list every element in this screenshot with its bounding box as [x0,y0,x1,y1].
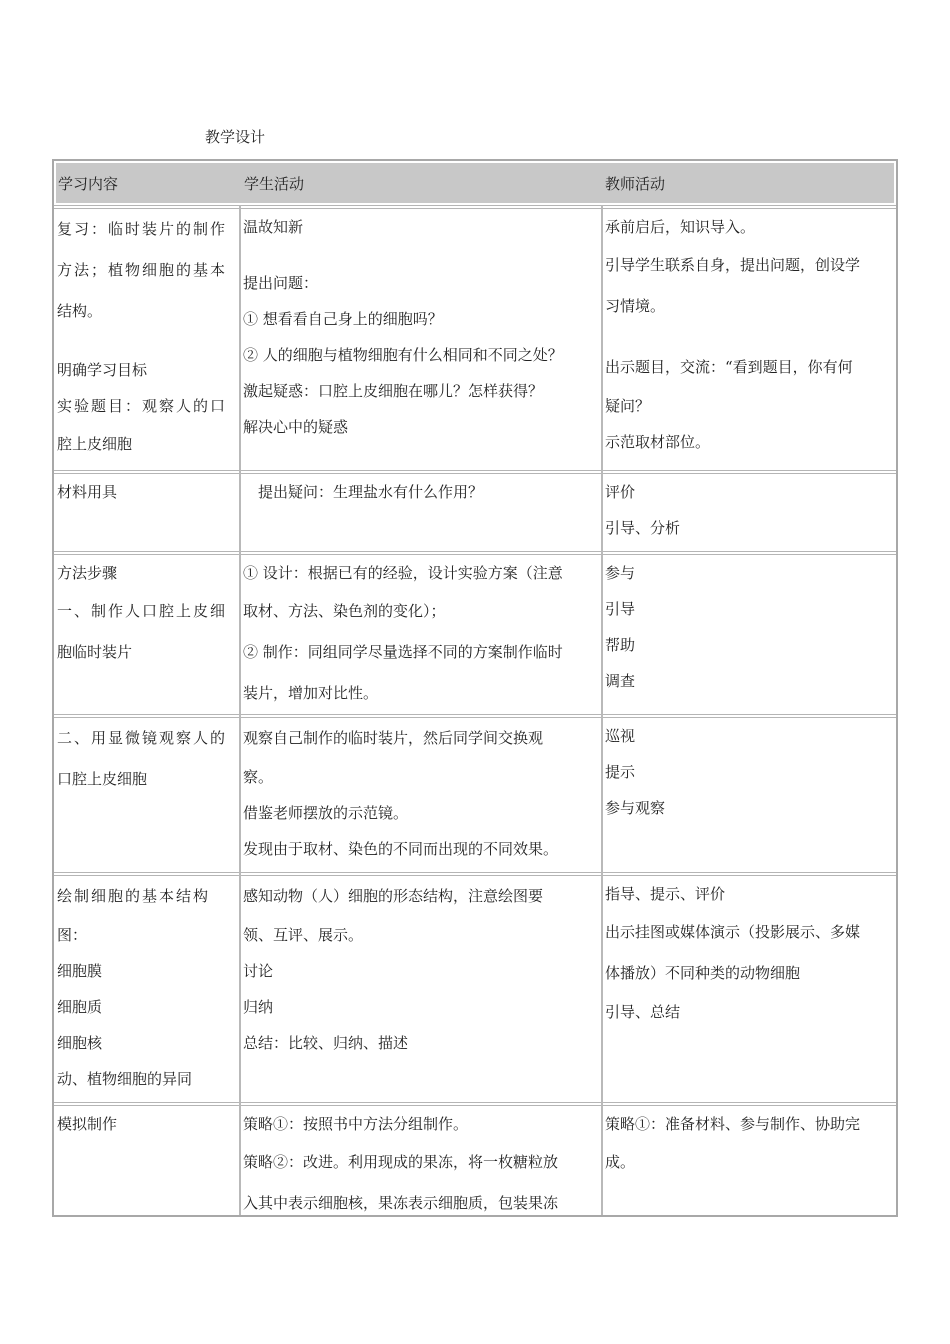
text-line: 口腔上皮细胞 [57,770,148,788]
text-line: 疑问？ [605,397,651,415]
text-line: 细胞质 [57,998,103,1016]
text-line: 腔上皮细胞 [57,435,133,453]
column-header-teacher: 教师活动 [605,175,666,193]
text-line: 引导、分析 [605,519,681,537]
text-line: 习情境。 [605,297,666,315]
row5-content-cell [57,876,210,1097]
text-line: 讨论 [243,962,274,980]
text-line: 提示 [605,763,636,781]
text-line: 激起疑惑：口腔上皮细胞在哪儿？怎样获得？ [243,382,544,400]
text-line: 入其中表示细胞核，果冻表示细胞质，包装果冻 [243,1194,559,1212]
text-line: 引导 [605,600,636,618]
text-line: 复习：临时装片的制作 [57,220,228,238]
text-line: ② 人的细胞与植物细胞有什么相同和不同之处？ [243,346,563,364]
text-line: ② 制作：同组同学尽量选择不同的方案制作临时 [243,643,563,661]
row3-teacher-cell [605,555,635,699]
text-line: 引导、总结 [605,1003,681,1021]
row4-content-cell [57,718,227,800]
row2-content-cell [57,474,117,510]
row6-teacher-cell [605,1106,860,1183]
text-line: 结构。 [57,302,103,320]
text-line: 策略②：改进。利用现成的果冻，将一枚糖粒放 [243,1153,559,1171]
text-line: 归纳 [243,998,274,1016]
row2-teacher-cell [605,474,680,546]
row6-student-cell [243,1106,558,1224]
text-line: 总结：比较、归纳、描述 [243,1034,409,1052]
text-line: 方法；植物细胞的基本 [57,261,228,279]
column-header-student: 学生活动 [244,175,305,193]
column-divider [239,205,241,1215]
row3-content-cell [57,555,227,673]
text-line: 承前启后，知识导入。 [605,218,756,236]
text-line: 装片，增加对比性。 [243,684,379,702]
text-line: 取材、方法、染色剂的变化）； [243,602,446,620]
text-line: 一、制作人口腔上皮细 [57,602,228,620]
text-line: 感知动物（人）细胞的形态结构，注意绘图要 [243,887,544,905]
row4-student-cell [243,718,558,867]
page-title: 教学设计 [205,128,266,146]
text-line: 调查 [605,672,636,690]
text-line: 领、互评、展示。 [243,926,364,944]
row5-teacher-cell [605,876,860,1030]
text-line: 巡视 [605,727,636,745]
row6-content-cell [57,1106,117,1142]
row1-student-cell [243,209,563,445]
text-line: 材料用具 [57,483,118,501]
lesson-plan-table [52,159,898,1217]
row2-student-cell [243,474,483,510]
text-line: 提出问题： [243,274,319,292]
row3-student-cell [243,555,563,714]
text-line: 实验题目：观察人的口 [57,397,228,415]
text-line: 绘制细胞的基本结构 [57,887,211,905]
column-header-content: 学习内容 [58,175,119,193]
table-header [56,163,894,203]
text-line: 出示挂图或媒体演示（投影展示、多媒 [605,923,861,941]
text-line: 策略①：准备材料、参与制作、协助完 [605,1115,861,1133]
text-line: 动、植物细胞的异同 [57,1070,193,1088]
text-line: 出示题目，交流：“看到题目，你有何 [605,358,853,376]
text-line: 借鉴老师摆放的示范镜。 [243,804,409,822]
text-line: 解决心中的疑惑 [243,418,349,436]
text-line: 策略①：按照书中方法分组制作。 [243,1115,469,1133]
text-line: 观察自己制作的临时装片，然后同学间交换观 [243,729,544,747]
text-line: 提出疑问：生理盐水有什么作用？ [243,483,484,501]
text-line: 参与观察 [605,799,666,817]
text-line: 指导、提示、评价 [605,885,726,903]
row5-student-cell [243,876,543,1061]
text-line: 引导学生联系自身，提出问题，创设学 [605,256,861,274]
text-line: 察。 [243,768,274,786]
column-divider [601,205,603,1215]
text-line: 体播放）不同种类的动物细胞 [605,964,801,982]
text-line: 模拟制作 [57,1115,118,1133]
text-line: ① 设计：根据已有的经验，设计实验方案（注意 [243,564,563,582]
text-line: 成。 [605,1153,636,1171]
text-line: 帮助 [605,636,636,654]
text-line: 评价 [605,483,636,501]
text-line: 细胞膜 [57,962,103,980]
row1-content-cell [57,209,227,465]
row4-teacher-cell [605,718,665,826]
text-line: 明确学习目标 [57,361,148,379]
text-line: 示范取材部位。 [605,433,711,451]
text-line: 温故知新 [243,218,304,236]
text-line: 细胞核 [57,1034,103,1052]
text-line: 图： [57,926,88,944]
text-line: 二、用显微镜观察人的 [57,729,228,747]
text-line: 发现由于取材、染色的不同而出现的不同效果。 [243,840,559,858]
text-line: 胞临时装片 [57,643,133,661]
row1-teacher-cell [605,209,860,460]
text-line: 参与 [605,564,636,582]
text-line: 方法步骤 [57,564,118,582]
text-line: ① 想看看自己身上的细胞吗？ [243,310,443,328]
